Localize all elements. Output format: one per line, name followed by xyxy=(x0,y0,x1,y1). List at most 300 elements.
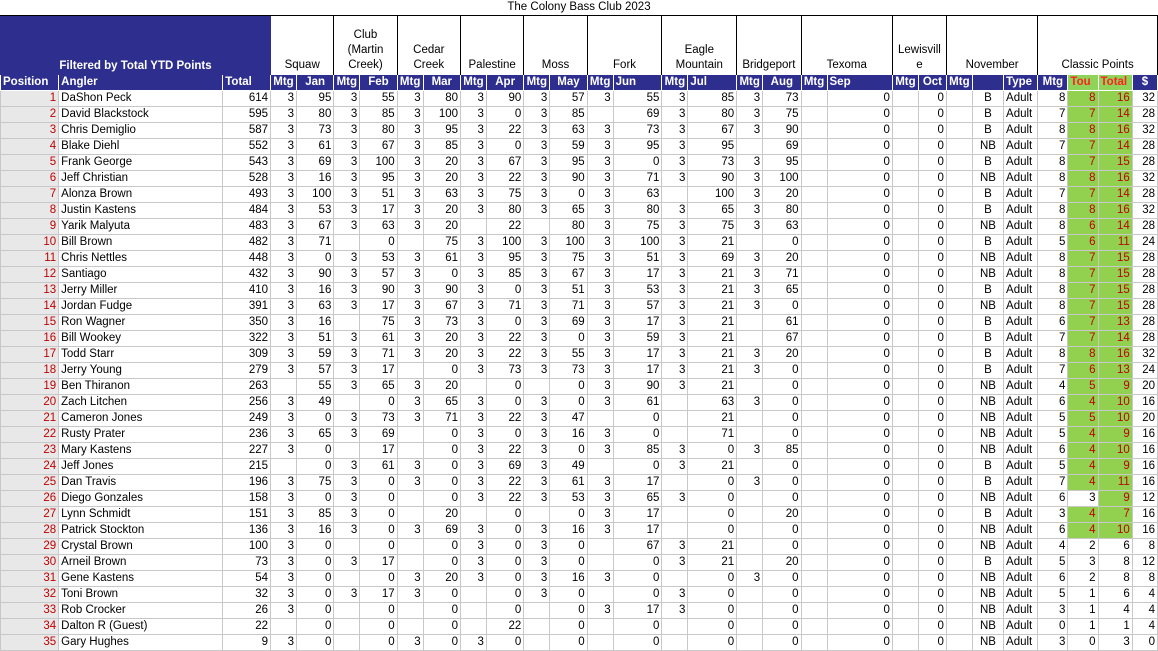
col-header[interactable]: Mtg xyxy=(946,75,972,91)
table-cell[interactable]: 0 xyxy=(918,187,946,203)
table-cell[interactable]: 15 xyxy=(1098,155,1132,171)
table-cell[interactable]: NB xyxy=(972,491,1003,507)
table-cell[interactable]: 51 xyxy=(296,331,333,347)
table-cell[interactable]: 3 xyxy=(334,587,360,603)
table-cell[interactable]: 5 xyxy=(1068,379,1098,395)
table-cell[interactable]: 0 xyxy=(688,603,737,619)
table-cell[interactable]: 63 xyxy=(296,299,333,315)
table-cell[interactable]: 15 xyxy=(1098,251,1132,267)
table-cell[interactable]: NB xyxy=(972,379,1003,395)
table-cell[interactable]: 0 xyxy=(918,491,946,507)
position-cell[interactable]: 12 xyxy=(1,267,59,283)
table-cell[interactable]: B xyxy=(972,331,1003,347)
table-cell[interactable] xyxy=(946,523,972,539)
table-cell[interactable]: 3 xyxy=(271,315,297,331)
table-cell[interactable]: 90 xyxy=(486,91,523,107)
table-cell[interactable]: 73 xyxy=(296,123,333,139)
table-cell[interactable]: 3 xyxy=(737,299,763,315)
table-cell[interactable]: 3 xyxy=(524,523,550,539)
table-cell[interactable]: 0 xyxy=(763,491,801,507)
table-cell[interactable]: 0 xyxy=(486,587,523,603)
table-cell[interactable]: 17 xyxy=(613,507,662,523)
table-cell[interactable]: 0 xyxy=(688,523,737,539)
table-cell[interactable]: 3 xyxy=(461,107,487,123)
table-cell[interactable] xyxy=(524,635,550,651)
table-cell[interactable]: 0 xyxy=(763,587,801,603)
table-cell[interactable]: 0 xyxy=(486,571,523,587)
col-header[interactable]: May xyxy=(550,75,587,91)
table-cell[interactable]: 59 xyxy=(613,331,662,347)
table-cell[interactable] xyxy=(892,507,918,523)
table-cell[interactable] xyxy=(892,267,918,283)
table-cell[interactable] xyxy=(524,619,550,635)
table-cell[interactable]: 3 xyxy=(271,283,297,299)
table-cell[interactable]: 0 xyxy=(688,491,737,507)
table-cell[interactable]: 90 xyxy=(423,283,460,299)
table-cell[interactable]: 4 xyxy=(1068,475,1098,491)
table-cell[interactable] xyxy=(737,139,763,155)
table-cell[interactable]: 3 xyxy=(737,203,763,219)
table-cell[interactable]: 80 xyxy=(550,219,587,235)
table-cell[interactable]: 53 xyxy=(550,491,587,507)
table-cell[interactable]: 32 xyxy=(1132,123,1157,139)
table-cell[interactable]: 0 xyxy=(423,619,460,635)
table-cell[interactable]: 5 xyxy=(1038,459,1068,475)
table-cell[interactable]: 0 xyxy=(918,299,946,315)
table-cell[interactable] xyxy=(801,299,827,315)
table-cell[interactable]: 95 xyxy=(423,123,460,139)
table-cell[interactable] xyxy=(892,619,918,635)
table-cell[interactable]: 90 xyxy=(550,171,587,187)
table-cell[interactable]: 614 xyxy=(223,91,271,107)
table-cell[interactable] xyxy=(946,459,972,475)
table-cell[interactable]: 9 xyxy=(1098,427,1132,443)
table-cell[interactable] xyxy=(801,155,827,171)
table-cell[interactable]: 17 xyxy=(360,299,397,315)
table-cell[interactable] xyxy=(801,571,827,587)
table-cell[interactable]: 3 xyxy=(737,283,763,299)
table-cell[interactable]: NB xyxy=(972,635,1003,651)
table-cell[interactable] xyxy=(271,379,297,395)
table-cell[interactable]: 3 xyxy=(334,219,360,235)
table-cell[interactable]: Adult xyxy=(1004,235,1038,251)
position-cell[interactable]: 13 xyxy=(1,283,59,299)
table-cell[interactable]: 3 xyxy=(662,283,688,299)
table-cell[interactable] xyxy=(737,587,763,603)
table-cell[interactable]: 0 xyxy=(918,523,946,539)
table-cell[interactable]: 0 xyxy=(918,603,946,619)
table-cell[interactable]: 63 xyxy=(423,187,460,203)
table-cell[interactable]: B xyxy=(972,283,1003,299)
table-cell[interactable]: 0 xyxy=(918,315,946,331)
table-cell[interactable]: 0 xyxy=(763,379,801,395)
table-cell[interactable]: 3 xyxy=(271,475,297,491)
table-cell[interactable]: 3 xyxy=(334,267,360,283)
table-cell[interactable]: 3 xyxy=(662,251,688,267)
table-cell[interactable]: 21 xyxy=(688,331,737,347)
table-cell[interactable] xyxy=(334,635,360,651)
table-cell[interactable] xyxy=(946,251,972,267)
table-cell[interactable]: 7 xyxy=(1068,331,1098,347)
table-cell[interactable]: 227 xyxy=(223,443,271,459)
table-cell[interactable]: 0 xyxy=(827,139,892,155)
table-cell[interactable]: 3 xyxy=(524,235,550,251)
table-cell[interactable]: 3 xyxy=(461,411,487,427)
table-cell[interactable]: 0 xyxy=(827,443,892,459)
table-cell[interactable]: 3 xyxy=(271,523,297,539)
table-cell[interactable]: NB xyxy=(972,587,1003,603)
table-cell[interactable]: 4 xyxy=(1068,427,1098,443)
table-cell[interactable]: 3 xyxy=(271,587,297,603)
table-cell[interactable]: 3 xyxy=(334,283,360,299)
table-cell[interactable]: 3 xyxy=(334,91,360,107)
col-header[interactable]: Tou xyxy=(1068,75,1098,91)
table-cell[interactable]: 65 xyxy=(296,427,333,443)
table-cell[interactable]: 3 xyxy=(461,491,487,507)
position-cell[interactable]: 18 xyxy=(1,363,59,379)
table-cell[interactable]: 3 xyxy=(587,187,613,203)
table-cell[interactable] xyxy=(737,523,763,539)
angler-cell[interactable]: Rob Crocker xyxy=(59,603,223,619)
angler-cell[interactable]: Justin Kastens xyxy=(59,203,223,219)
table-cell[interactable] xyxy=(461,619,487,635)
table-cell[interactable]: 0 xyxy=(763,395,801,411)
table-cell[interactable] xyxy=(801,187,827,203)
table-cell[interactable]: B xyxy=(972,347,1003,363)
table-cell[interactable]: 3 xyxy=(587,395,613,411)
table-cell[interactable]: 3 xyxy=(397,475,423,491)
table-cell[interactable]: 249 xyxy=(223,411,271,427)
table-cell[interactable]: 95 xyxy=(613,139,662,155)
table-cell[interactable]: 0 xyxy=(360,491,397,507)
table-cell[interactable]: 16 xyxy=(550,571,587,587)
table-cell[interactable]: 3 xyxy=(334,299,360,315)
table-cell[interactable]: 3 xyxy=(397,203,423,219)
table-cell[interactable]: B xyxy=(972,123,1003,139)
table-cell[interactable]: 0 xyxy=(918,139,946,155)
table-cell[interactable]: 0 xyxy=(1038,619,1068,635)
table-cell[interactable]: 73 xyxy=(688,155,737,171)
table-cell[interactable]: 0 xyxy=(827,267,892,283)
table-cell[interactable]: 432 xyxy=(223,267,271,283)
angler-cell[interactable]: Chris Demiglio xyxy=(59,123,223,139)
table-cell[interactable]: 3 xyxy=(397,299,423,315)
table-cell[interactable]: 0 xyxy=(296,491,333,507)
table-cell[interactable]: 67 xyxy=(550,267,587,283)
table-cell[interactable]: 3 xyxy=(737,395,763,411)
col-header[interactable]: Mtg xyxy=(271,75,297,91)
angler-cell[interactable]: Zach Litchen xyxy=(59,395,223,411)
table-cell[interactable]: 3 xyxy=(271,635,297,651)
table-cell[interactable]: 151 xyxy=(223,507,271,523)
col-header[interactable]: Mar xyxy=(423,75,460,91)
table-cell[interactable]: 3 xyxy=(1038,507,1068,523)
table-cell[interactable]: 0 xyxy=(763,475,801,491)
table-cell[interactable]: 85 xyxy=(423,139,460,155)
table-cell[interactable]: 26 xyxy=(223,603,271,619)
col-header[interactable]: Jan xyxy=(296,75,333,91)
table-cell[interactable]: 22 xyxy=(486,491,523,507)
table-cell[interactable]: 32 xyxy=(223,587,271,603)
table-cell[interactable]: 75 xyxy=(486,187,523,203)
table-cell[interactable]: 3 xyxy=(524,347,550,363)
table-cell[interactable]: 7 xyxy=(1038,363,1068,379)
angler-cell[interactable]: Jerry Young xyxy=(59,363,223,379)
position-cell[interactable]: 29 xyxy=(1,539,59,555)
table-cell[interactable]: Adult xyxy=(1004,411,1038,427)
table-cell[interactable]: 0 xyxy=(918,363,946,379)
table-cell[interactable]: 0 xyxy=(827,427,892,443)
table-cell[interactable]: 1 xyxy=(1068,619,1098,635)
position-cell[interactable]: 35 xyxy=(1,635,59,651)
table-cell[interactable] xyxy=(801,619,827,635)
table-cell[interactable]: 3 xyxy=(587,91,613,107)
table-cell[interactable]: 3 xyxy=(737,107,763,123)
table-cell[interactable]: 0 xyxy=(763,603,801,619)
table-cell[interactable]: 3 xyxy=(737,91,763,107)
table-cell[interactable]: B xyxy=(972,91,1003,107)
table-cell[interactable]: 0 xyxy=(763,635,801,651)
table-cell[interactable]: 0 xyxy=(486,379,523,395)
table-cell[interactable] xyxy=(892,331,918,347)
position-cell[interactable]: 27 xyxy=(1,507,59,523)
table-cell[interactable]: 85 xyxy=(763,443,801,459)
table-cell[interactable]: 32 xyxy=(1132,171,1157,187)
table-cell[interactable]: 3 xyxy=(737,443,763,459)
position-cell[interactable]: 31 xyxy=(1,571,59,587)
table-cell[interactable]: 3 xyxy=(397,251,423,267)
table-cell[interactable]: 7 xyxy=(1068,315,1098,331)
table-cell[interactable]: 21 xyxy=(688,459,737,475)
table-cell[interactable]: 100 xyxy=(296,187,333,203)
table-cell[interactable]: 3 xyxy=(524,123,550,139)
table-cell[interactable]: 136 xyxy=(223,523,271,539)
table-cell[interactable]: 3 xyxy=(587,251,613,267)
table-cell[interactable]: 49 xyxy=(296,395,333,411)
table-cell[interactable]: 69 xyxy=(688,251,737,267)
table-cell[interactable]: 3 xyxy=(461,443,487,459)
table-cell[interactable]: 90 xyxy=(688,171,737,187)
table-cell[interactable] xyxy=(946,539,972,555)
table-cell[interactable]: 0 xyxy=(827,379,892,395)
table-cell[interactable]: 6 xyxy=(1038,315,1068,331)
table-cell[interactable]: 3 xyxy=(662,491,688,507)
table-cell[interactable] xyxy=(801,635,827,651)
table-cell[interactable]: 16 xyxy=(1132,523,1157,539)
table-cell[interactable]: 0 xyxy=(918,427,946,443)
table-cell[interactable]: 1 xyxy=(1068,587,1098,603)
table-cell[interactable]: 6 xyxy=(1068,363,1098,379)
table-cell[interactable]: 95 xyxy=(360,171,397,187)
table-cell[interactable]: 3 xyxy=(271,491,297,507)
table-cell[interactable]: 16 xyxy=(1132,507,1157,523)
table-cell[interactable]: Adult xyxy=(1004,299,1038,315)
table-cell[interactable]: 3 xyxy=(737,171,763,187)
angler-cell[interactable]: Patrick Stockton xyxy=(59,523,223,539)
table-cell[interactable]: 65 xyxy=(688,203,737,219)
angler-cell[interactable]: Mary Kastens xyxy=(59,443,223,459)
table-cell[interactable] xyxy=(524,507,550,523)
table-cell[interactable]: 263 xyxy=(223,379,271,395)
table-cell[interactable]: 0 xyxy=(918,267,946,283)
table-cell[interactable]: 0 xyxy=(688,571,737,587)
angler-cell[interactable]: DaShon Peck xyxy=(59,91,223,107)
table-cell[interactable] xyxy=(946,555,972,571)
table-cell[interactable]: 4 xyxy=(1098,603,1132,619)
table-cell[interactable]: 22 xyxy=(486,331,523,347)
table-cell[interactable] xyxy=(587,635,613,651)
table-cell[interactable]: 7 xyxy=(1098,507,1132,523)
table-cell[interactable]: 59 xyxy=(296,347,333,363)
table-cell[interactable]: 16 xyxy=(1132,459,1157,475)
table-cell[interactable]: 20 xyxy=(763,347,801,363)
table-cell[interactable]: 3 xyxy=(524,139,550,155)
table-cell[interactable]: Adult xyxy=(1004,443,1038,459)
table-cell[interactable]: 3 xyxy=(334,491,360,507)
table-cell[interactable]: 0 xyxy=(827,123,892,139)
table-cell[interactable]: 3 xyxy=(524,315,550,331)
table-cell[interactable]: Adult xyxy=(1004,571,1038,587)
table-cell[interactable]: 20 xyxy=(423,571,460,587)
table-cell[interactable]: 7 xyxy=(1068,155,1098,171)
table-cell[interactable] xyxy=(801,171,827,187)
table-cell[interactable]: 3 xyxy=(397,523,423,539)
table-cell[interactable]: 28 xyxy=(1132,187,1157,203)
table-cell[interactable] xyxy=(461,507,487,523)
table-cell[interactable]: 1 xyxy=(1068,603,1098,619)
table-cell[interactable]: 3 xyxy=(334,459,360,475)
table-cell[interactable]: 0 xyxy=(486,523,523,539)
table-cell[interactable]: 0 xyxy=(360,603,397,619)
table-cell[interactable]: 7 xyxy=(1068,187,1098,203)
table-cell[interactable] xyxy=(892,587,918,603)
table-cell[interactable]: 65 xyxy=(613,491,662,507)
table-cell[interactable]: 3 xyxy=(271,395,297,411)
table-cell[interactable]: 3 xyxy=(662,363,688,379)
table-cell[interactable]: 3 xyxy=(1038,635,1068,651)
table-cell[interactable]: B xyxy=(972,203,1003,219)
table-cell[interactable] xyxy=(397,443,423,459)
table-cell[interactable]: 0 xyxy=(918,251,946,267)
table-cell[interactable]: 0 xyxy=(827,155,892,171)
table-cell[interactable]: 17 xyxy=(613,475,662,491)
table-cell[interactable]: 16 xyxy=(1098,347,1132,363)
table-cell[interactable]: 85 xyxy=(688,91,737,107)
table-cell[interactable]: 21 xyxy=(688,283,737,299)
table-cell[interactable]: 8 xyxy=(1068,123,1098,139)
table-cell[interactable]: 20 xyxy=(423,347,460,363)
table-cell[interactable]: 3 xyxy=(737,155,763,171)
table-cell[interactable] xyxy=(892,523,918,539)
table-cell[interactable]: 17 xyxy=(613,267,662,283)
table-cell[interactable]: 51 xyxy=(550,283,587,299)
table-cell[interactable]: 3 xyxy=(524,91,550,107)
table-cell[interactable] xyxy=(587,587,613,603)
table-cell[interactable]: 90 xyxy=(360,283,397,299)
table-cell[interactable]: Adult xyxy=(1004,459,1038,475)
table-cell[interactable] xyxy=(801,363,827,379)
table-cell[interactable]: 80 xyxy=(486,203,523,219)
table-cell[interactable]: 3 xyxy=(587,123,613,139)
table-cell[interactable]: 3 xyxy=(461,91,487,107)
table-cell[interactable]: 0 xyxy=(360,619,397,635)
table-cell[interactable]: 3 xyxy=(271,603,297,619)
table-cell[interactable] xyxy=(662,475,688,491)
table-cell[interactable]: 0 xyxy=(918,347,946,363)
table-cell[interactable]: 6 xyxy=(1098,587,1132,603)
position-cell[interactable]: 11 xyxy=(1,251,59,267)
table-cell[interactable]: 3 xyxy=(271,507,297,523)
table-cell[interactable]: 0 xyxy=(688,619,737,635)
table-cell[interactable]: 3 xyxy=(524,107,550,123)
table-cell[interactable]: 3 xyxy=(587,331,613,347)
table-cell[interactable]: 4 xyxy=(1068,507,1098,523)
table-cell[interactable]: 21 xyxy=(688,299,737,315)
table-cell[interactable]: 0 xyxy=(296,603,333,619)
table-cell[interactable]: 9 xyxy=(223,635,271,651)
table-cell[interactable] xyxy=(334,619,360,635)
angler-cell[interactable]: Jeff Jones xyxy=(59,459,223,475)
angler-cell[interactable]: David Blackstock xyxy=(59,107,223,123)
table-cell[interactable]: 3 xyxy=(662,203,688,219)
table-cell[interactable]: 71 xyxy=(688,427,737,443)
table-cell[interactable] xyxy=(946,107,972,123)
table-cell[interactable]: 0 xyxy=(827,251,892,267)
position-cell[interactable]: 32 xyxy=(1,587,59,603)
table-cell[interactable] xyxy=(524,219,550,235)
table-cell[interactable]: Adult xyxy=(1004,603,1038,619)
table-cell[interactable]: 69 xyxy=(423,523,460,539)
table-cell[interactable]: 75 xyxy=(360,315,397,331)
table-cell[interactable] xyxy=(461,603,487,619)
table-cell[interactable] xyxy=(271,619,297,635)
table-cell[interactable]: Adult xyxy=(1004,523,1038,539)
table-cell[interactable]: Adult xyxy=(1004,315,1038,331)
table-cell[interactable]: 0 xyxy=(423,603,460,619)
table-cell[interactable]: Adult xyxy=(1004,539,1038,555)
table-cell[interactable]: 3 xyxy=(397,635,423,651)
table-cell[interactable]: 54 xyxy=(223,571,271,587)
table-cell[interactable]: Adult xyxy=(1004,507,1038,523)
angler-cell[interactable]: Toni Brown xyxy=(59,587,223,603)
table-cell[interactable]: 3 xyxy=(271,443,297,459)
table-cell[interactable]: 75 xyxy=(688,219,737,235)
table-cell[interactable]: B xyxy=(972,475,1003,491)
table-cell[interactable]: 0 xyxy=(827,571,892,587)
table-cell[interactable] xyxy=(946,171,972,187)
table-cell[interactable]: 3 xyxy=(587,507,613,523)
table-cell[interactable]: 3 xyxy=(397,459,423,475)
table-cell[interactable]: Adult xyxy=(1004,427,1038,443)
table-cell[interactable]: 3 xyxy=(397,571,423,587)
table-cell[interactable]: 3 xyxy=(397,347,423,363)
table-cell[interactable] xyxy=(892,283,918,299)
table-cell[interactable]: 493 xyxy=(223,187,271,203)
table-cell[interactable] xyxy=(892,251,918,267)
table-cell[interactable]: 80 xyxy=(296,107,333,123)
angler-cell[interactable]: Lynn Schmidt xyxy=(59,507,223,523)
table-cell[interactable]: 75 xyxy=(763,107,801,123)
table-cell[interactable]: 69 xyxy=(296,155,333,171)
table-cell[interactable] xyxy=(946,427,972,443)
table-cell[interactable]: 15 xyxy=(1098,283,1132,299)
table-cell[interactable]: 236 xyxy=(223,427,271,443)
table-cell[interactable]: 8 xyxy=(1098,555,1132,571)
table-cell[interactable]: 69 xyxy=(763,139,801,155)
table-cell[interactable]: 6 xyxy=(1068,219,1098,235)
table-cell[interactable]: 3 xyxy=(271,123,297,139)
angler-cell[interactable]: Gary Hughes xyxy=(59,635,223,651)
